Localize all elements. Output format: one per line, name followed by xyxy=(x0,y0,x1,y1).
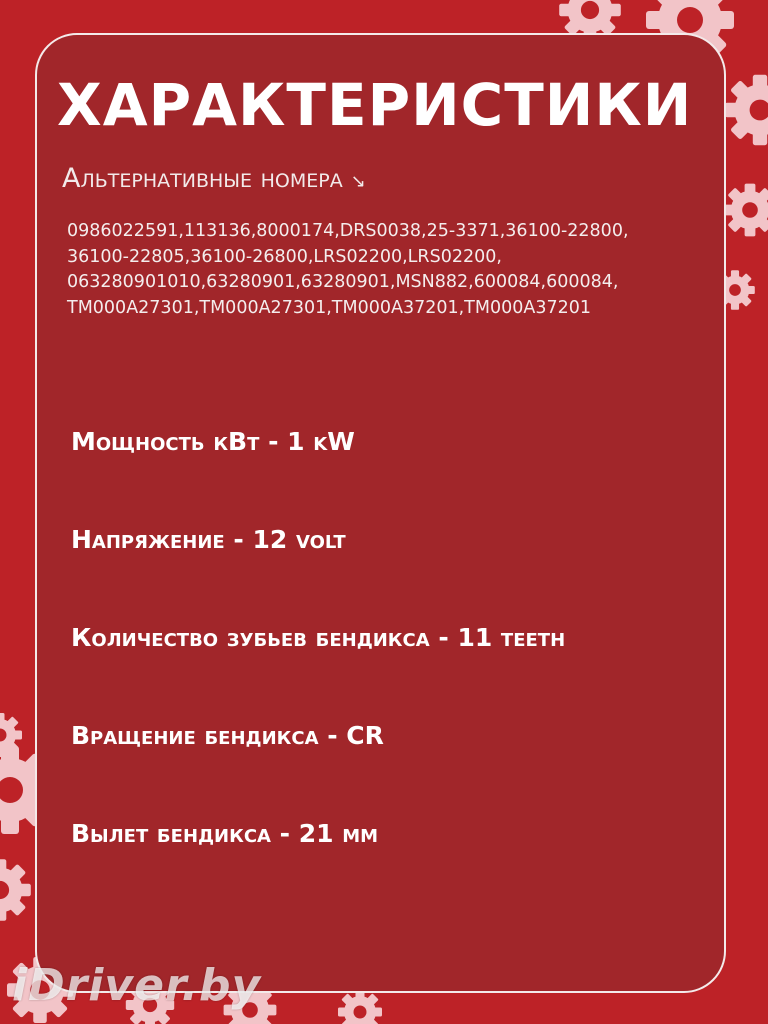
gear-icon xyxy=(725,75,768,145)
arrow-down-right-icon: ↘ xyxy=(350,171,366,192)
spec-bendix-rotation: Вращение бендикса - CR xyxy=(71,721,384,750)
gear-icon xyxy=(338,990,382,1024)
alternative-numbers-heading xyxy=(62,163,366,194)
alternative-numbers-list: 0986022591,113136,8000174,DRS0038,25-3371,36100-22800, 36100-22805,36100-26800,LRS02200,LRS02200, 063280901010,63280901,63280901,MSN882,600084,600084, TM000A27301,TM000A27301,TM000A37201,TM000A37201 xyxy=(67,221,629,318)
spec-bendix-offset: Вылет бендикса - 21 мм xyxy=(71,819,379,848)
spec-voltage: Напряжение - 12 volt xyxy=(71,525,346,554)
page-title: ХАРАКТЕРИСТИКИ xyxy=(57,71,693,139)
characteristics-card xyxy=(35,33,726,993)
spec-bendix-teeth: Количество зубьев бендикса - 11 teeth xyxy=(71,623,566,652)
gear-icon xyxy=(724,184,768,237)
watermark-logo: iDriver.by xyxy=(12,960,262,1011)
spec-power: Мощность кВт - 1 kW xyxy=(71,427,355,456)
alternative-numbers-label: Альтернативные номера xyxy=(62,163,343,194)
gear-icon xyxy=(0,859,31,921)
